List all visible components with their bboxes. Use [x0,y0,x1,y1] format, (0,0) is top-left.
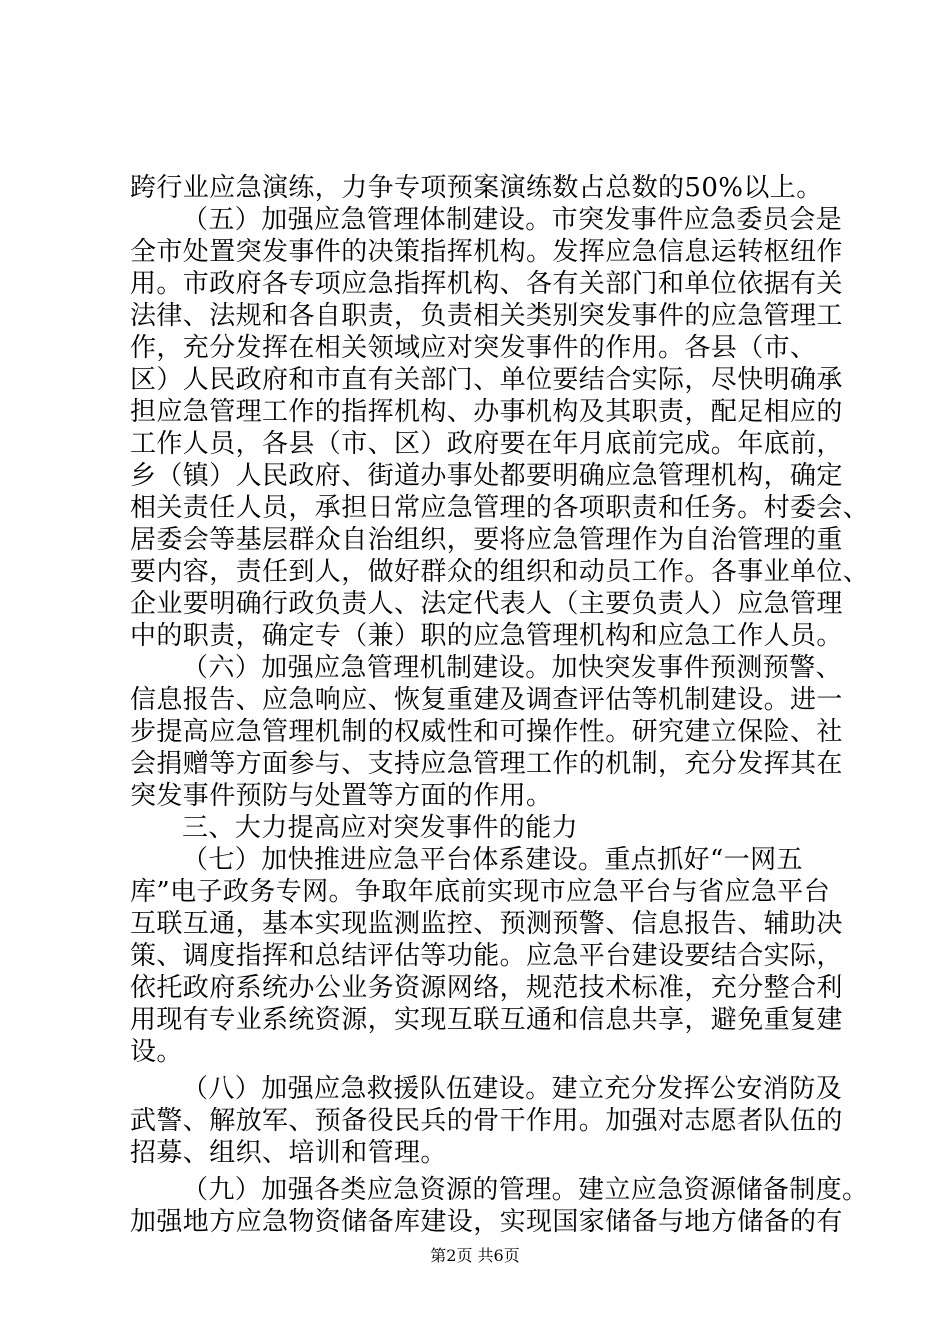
text-line: 担应急管理工作的指挥机构、办事机构及其职责，配足相应的 [130,397,843,427]
text-line: （六）加强应急管理机制建设。加快突发事件预测预警、 [182,653,843,683]
text-line: 企业要明确行政负责人、法定代表人（主要负责人）应急管理 [130,589,843,619]
text-line: （八）加强应急救援队伍建设。建立充分发挥公安消防及 [182,1074,843,1104]
text-line: 跨行业应急演练，力争专项预案演练数占总数的50%以上。 [130,173,823,203]
text-line: （五）加强应急管理体制建设。市突发事件应急委员会是 [182,205,843,235]
text-line: 居委会等基层群众自治组织，要将应急管理作为自治管理的重 [130,525,843,555]
text-line: 中的职责，确定专（兼）职的应急管理机构和应急工作人员。 [130,621,843,651]
text-line: 互联互通，基本实现监测监控、预测预警、信息报告、辅助决 [130,909,843,939]
text-line: 策、调度指挥和总结评估等功能。应急平台建设要结合实际， [130,941,843,971]
text-line: 乡（镇）人民政府、街道办事处都要明确应急管理机构，确定 [130,461,843,491]
text-line: 要内容，责任到人，做好群众的组织和动员工作。各事业单位、 [130,557,870,587]
text-line: （七）加快推进应急平台体系建设。重点抓好“一网五 [182,845,803,875]
text-line: 依托政府系统办公业务资源网络，规范技术标准，充分整合利 [130,973,843,1003]
text-line: 加强地方应急物资储备库建设，实现国家储备与地方储备的有 [130,1207,843,1237]
section-heading: 三、大力提高应对突发事件的能力 [182,813,579,843]
text-line: 武警、解放军、预备役民兵的骨干作用。加强对志愿者队伍的 [130,1106,843,1136]
text-line: 用现有专业系统资源，实现互联互通和信息共享，避免重复建 [130,1005,843,1035]
text-line: 作，充分发挥在相关领域应对突发事件的作用。各县（市、 [130,333,817,363]
text-line: 工作人员，各县（市、区）政府要在年月底前完成。年底前， [130,429,843,459]
text-line: 法律、法规和各自职责，负责相关类别突发事件的应急管理工 [130,301,843,331]
text-line: 相关责任人员，承担日常应急管理的各项职责和任务。村委会、 [130,493,870,523]
text-line: 区）人民政府和市直有关部门、单位要结合实际，尽快明确承 [130,365,843,395]
text-line: （九）加强各类应急资源的管理。建立应急资源储备制度。 [182,1175,869,1205]
text-line: 步提高应急管理机制的权威性和可操作性。研究建立保险、社 [130,717,843,747]
text-line: 用。市政府各专项应急指挥机构、各有关部门和单位依据有关 [130,269,843,299]
text-line: 库”电子政务专网。争取年底前实现市应急平台与省应急平台 [130,877,831,907]
text-line: 全市处置突发事件的决策指挥机构。发挥应急信息运转枢纽作 [130,237,843,267]
text-line: 招募、组织、培训和管理。 [130,1138,447,1168]
text-line: 突发事件预防与处置等方面的作用。 [130,781,553,811]
text-line: 会捐赠等方面参与、支持应急管理工作的机制，充分发挥其在 [130,749,843,779]
text-line: 信息报告、应急响应、恢复重建及调查评估等机制建设。进一 [130,685,843,715]
page-number-footer: 第2页 共6页 [430,1246,520,1265]
text-line: 设。 [130,1037,183,1067]
